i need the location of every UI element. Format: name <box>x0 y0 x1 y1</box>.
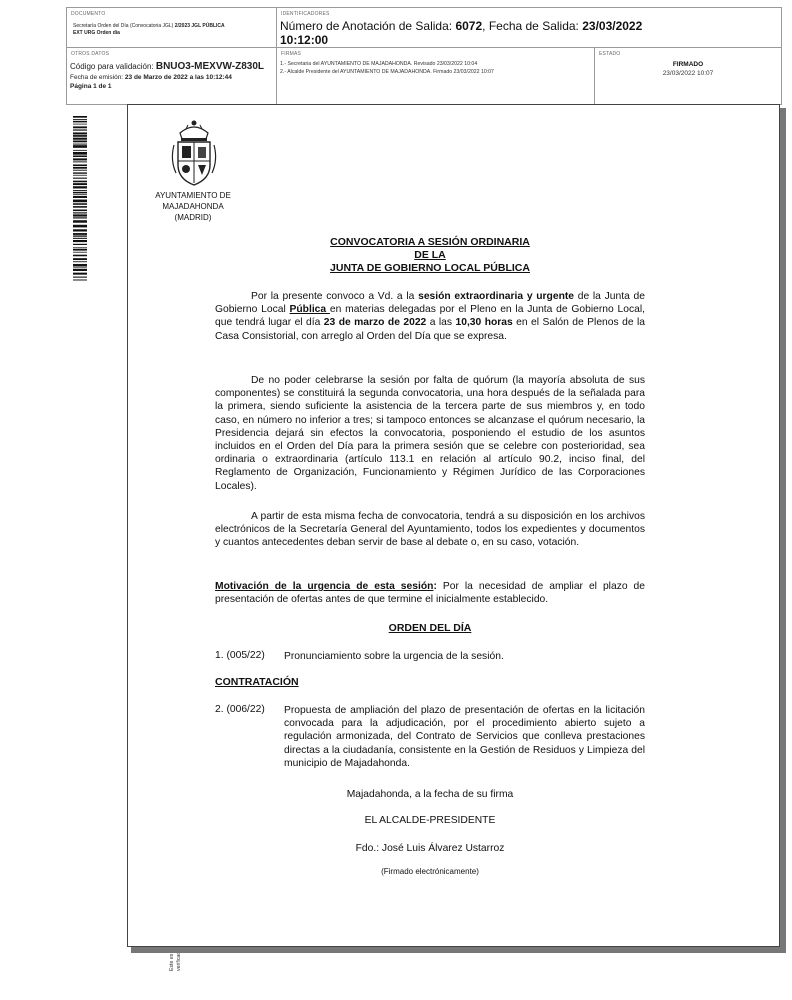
otros-caption: OTROS DATOS <box>71 51 110 57</box>
identificadores-cell <box>277 8 781 48</box>
fecha-emision: Fecha de emisión: 23 de Marzo de 2022 a las 10:12:44 <box>70 74 232 81</box>
closing-role: EL ALCALDE-PRESIDENTE <box>364 815 496 826</box>
pagina-count: Página 1 de 1 <box>70 83 112 90</box>
barcode-image <box>73 116 87 281</box>
title-line-2: DE LA <box>414 249 446 261</box>
estado-cell <box>595 48 781 104</box>
title-line-1: CONVOCATORIA A SESIÓN ORDINARIA <box>330 236 530 248</box>
orden-del-dia-heading: ORDEN DEL DÍA <box>388 622 472 634</box>
firmas-cell <box>277 48 595 104</box>
item-1-text: Pronunciamiento sobre la urgencia de la sesión. <box>284 651 504 662</box>
letterhead-line-3: (MADRID) <box>174 213 212 222</box>
paragraph-archivos: A partir de esta misma fecha de convocatoria, tendrá a su disposición en los archivos electrónicos de la Secretaría General del Ayuntamiento, todos los expedientes y documentos y cuantos antecedentes deban servir de base al debate o, en su caso, votación. <box>215 511 645 549</box>
paragraph-quorum: De no poder celebrarse la sesión por falta de quórum (la mayoría absoluta de sus componentes) se constituirá la segunda convocatoria, una hora después de la señalada para la primera, siendo suficiente la asistencia de la tercera parte de sus miembros y, en todo caso, en número no inferior a tres; si tampoco entonces se alcanzase el quórum necesario, la Presidencia dejará sin efectos la convocatoria, posponiendo el estudio de los asuntos incluidos en el Orden del Día para la primera sesión que se celebre con posterioridad, sea ordinaria o extraordinaria (artículo 113.1 en relación al artículo 90.2, inciso final, del Reglamento de Organización, Funcionamiento y Régimen Jurídico de las Corporaciones Locales). <box>215 375 645 492</box>
closing-note: (Firmado electrónicamente) <box>381 867 479 876</box>
documento-caption: DOCUMENTO <box>71 11 106 17</box>
codigo-validacion: Código para validación: BNUO3-MEXVW-Z830L <box>70 61 264 72</box>
section-contratacion: CONTRATACIÓN <box>215 676 299 688</box>
title-line-3: JUNTA DE GOBIERNO LOCAL PÚBLICA <box>330 262 530 274</box>
firma-2: 2.- Alcalde Presidente del AYUNTAMIENTO DE MAJADAHONDA. Firmado 23/03/2022 10:07 <box>280 69 494 75</box>
estado-fecha: 23/03/2022 10:07 <box>662 70 714 77</box>
closing-signer: Fdo.: José Luis Álvarez Ustarroz <box>355 843 505 854</box>
paragraph-motivacion: Motivación de la urgencia de esta sesión: Por la necesidad de ampliar el plazo de presentación de ofertas antes de que termine el inicialmente establecido. <box>215 581 645 606</box>
letterhead-line-2: MAJADAHONDA <box>162 202 224 211</box>
coat-of-arms-icon <box>164 115 224 187</box>
letterhead <box>138 190 248 223</box>
documento-cell <box>67 8 277 48</box>
item-1-number: 1. (005/22) <box>215 650 265 661</box>
letterhead-line-1: AYUNTAMIENTO DE <box>155 191 231 200</box>
identificadores-caption: IDENTIFICADORES <box>281 11 330 17</box>
paragraph-convocatoria: Por la presente convoco a Vd. a la sesión extraordinaria y urgente de la Junta de Gobierno Local Pública en materias delegadas por el Pleno en la Junta de Gobierno Local, que tendrá lugar el día 23 de marzo de 2022 a las 10,30 horas en el Salón de Plenos de la Casa Consistorial, con arreglo al Orden del Día que se expresa. <box>215 291 646 342</box>
closing-place: Majadahonda, a la fecha de su firma <box>346 789 514 800</box>
otros-datos-cell <box>67 48 277 104</box>
firmas-caption: FIRMAS <box>281 51 302 57</box>
estado-caption: ESTADO <box>599 51 621 57</box>
document-header-table <box>66 7 782 105</box>
item-2-number: 2. (006/22) <box>215 704 265 715</box>
firma-1: 1.- Secretaria del AYUNTAMIENTO DE MAJADAHONDA. Revisado 23/03/2022 10:04 <box>280 61 478 67</box>
registro-salida: Número de Anotación de Salida: 6072, Fecha de Salida: 23/03/2022 10:12:00 <box>280 19 643 47</box>
item-2-text: Propuesta de ampliación del plazo de presentación de ofertas en la licitación convocada para la adjudicación, por el procedimiento abierto sujeto a regulación armonizada, del Contrato de Servicios que conlleva prestaciones directas a la ciudadanía, consistente en la Gestión de Residuos y Limpieza del municipio de Majadahonda. <box>284 705 645 769</box>
estado-value: FIRMADO <box>672 61 704 68</box>
documento-value: Secretaría Orden del Día (Convocatoria JGL) 2/2023 JGL PÚBLICA EXT URG Orden día <box>73 23 225 36</box>
